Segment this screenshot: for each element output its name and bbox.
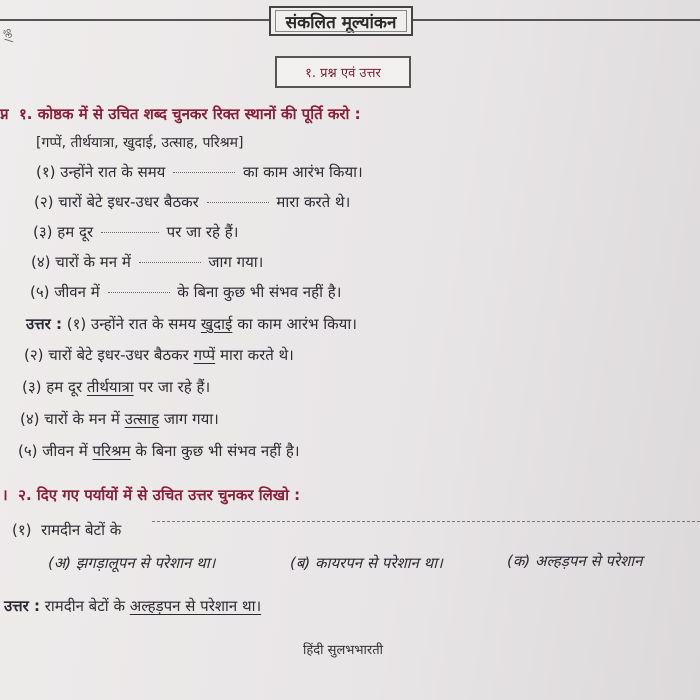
- q1-item: (२) चारों बेटे इधर-उधर बैठकर मारा करते थे।: [34, 193, 351, 211]
- q2-option-c: (क) अल्हड़पन से परेशान: [507, 552, 643, 570]
- q1-item: (१) उन्होंने रात के समय का काम आरंभ किया।: [36, 163, 363, 181]
- section-subtitle: १. प्रश्न एवं उत्तर: [275, 56, 411, 88]
- answer-word: तीर्थयात्रा: [86, 378, 134, 396]
- q1-item: (५) जीवन में के बिना कुछ भी संभव नहीं है।: [30, 283, 342, 301]
- answer-word: खुदाई: [200, 315, 233, 333]
- fill-blank: [108, 282, 170, 293]
- q2-option-a: (अ) झगड़ालूपन से परेशान था।: [48, 554, 216, 572]
- margin-mark: /ॐ: [2, 28, 16, 43]
- answer-word: अल्हड़पन से परेशान था।: [129, 597, 262, 615]
- q1-item: (४) चारों के मन में जाग गया।: [31, 253, 264, 271]
- page-title: संकलित मूल्यांकन: [269, 6, 413, 36]
- fill-blank: [139, 252, 201, 263]
- q2-answer: उत्तर : रामदीन बेटों के अल्हड़पन से परेशान था।: [4, 597, 262, 615]
- q1-answer: (३) हम दूर तीर्थयात्रा पर जा रहे हैं।: [22, 378, 211, 396]
- answer-word: उत्साह: [124, 410, 160, 428]
- fill-blank: [173, 162, 235, 173]
- q1-answer: (४) चारों के मन में उत्साह जाग गया।: [20, 410, 219, 428]
- q2-item: (१) रामदीन बेटों के: [12, 521, 122, 539]
- q1-answer: (५) जीवन में परिश्रम के बिना कुछ भी संभव नहीं है।: [18, 442, 300, 460]
- q1-answer: (२) चारों बेटे इधर-उधर बैठकर गप्पें मारा करते थे।: [24, 346, 294, 364]
- answer-word: परिश्रम: [92, 442, 131, 460]
- book-footer: हिंदी सुलभभारती: [303, 643, 384, 658]
- q1-heading: प्न १. कोष्ठक में से उचित शब्द चुनकर रिक्त स्थानों की पूर्ति करो :: [0, 105, 361, 123]
- answer-line: [152, 521, 700, 522]
- fill-blank: [101, 222, 159, 233]
- q1-answer: उत्तर : (१) उन्होंने रात के समय खुदाई का काम आरंभ किया।: [26, 315, 357, 333]
- fill-blank: [207, 192, 269, 203]
- answer-word: गप्पें: [193, 346, 216, 364]
- q1-item: (३) हम दूर पर जा रहे हैं।: [33, 223, 239, 241]
- word-bank: [गप्पें, तीर्थयात्रा, खुदाई, उत्साह, परिश्रम]: [36, 135, 244, 151]
- q2-heading: । २. दिए गए पर्यायों में से उचित उत्तर चुनकर लिखो :: [2, 486, 301, 504]
- q2-option-b: (ब) कायरपन से परेशान था।: [290, 554, 443, 572]
